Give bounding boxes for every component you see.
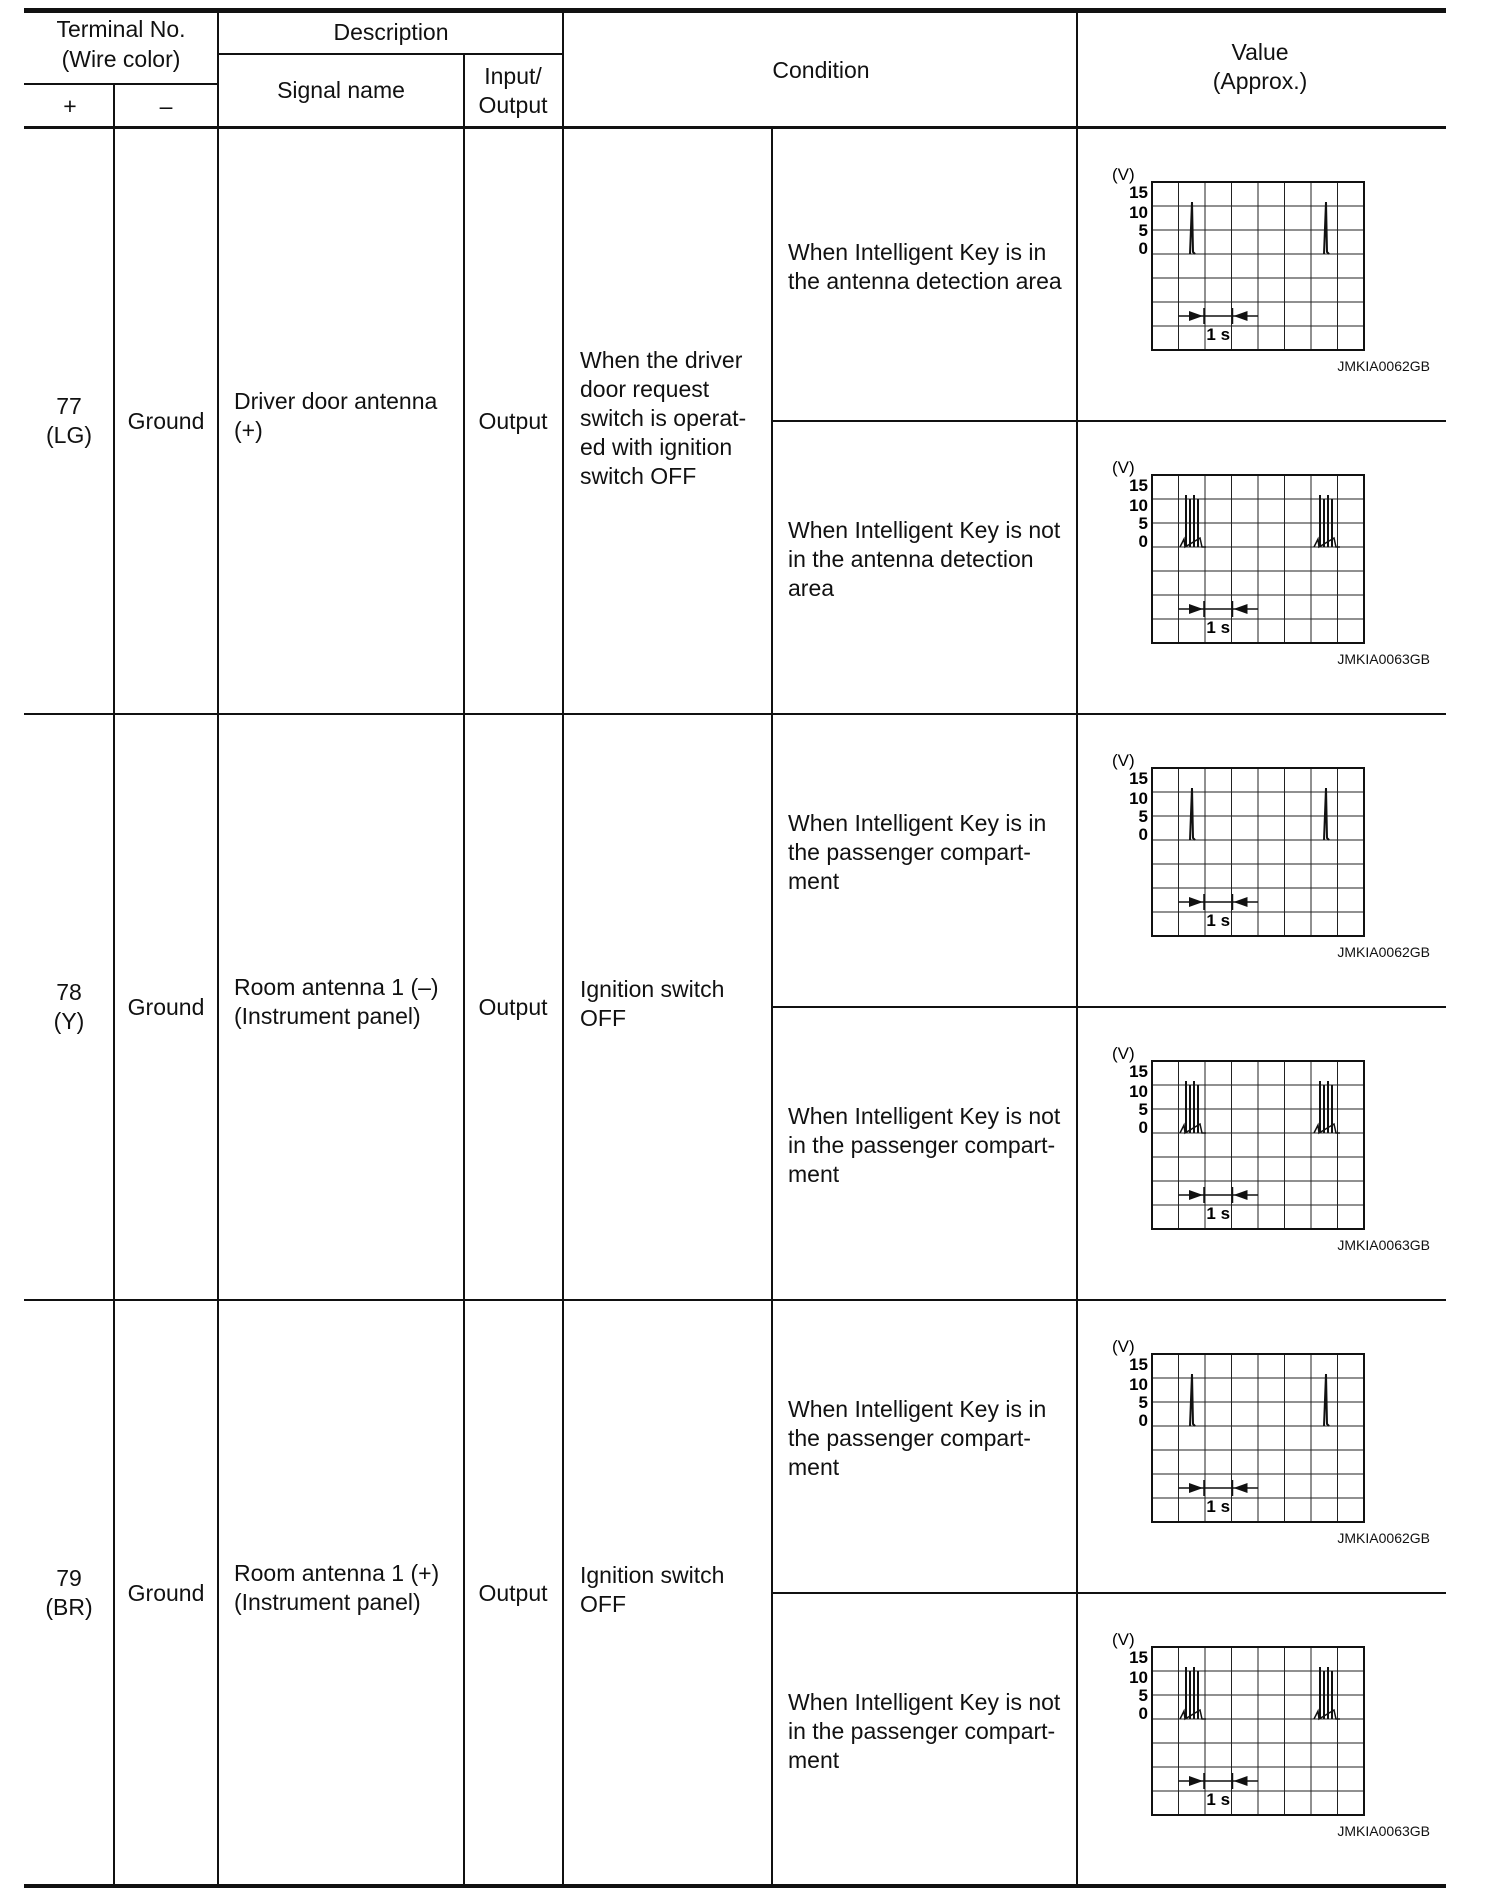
y-tick-label: 5 — [1138, 807, 1148, 826]
sub-condition-line: the passenger compart- — [788, 1425, 1031, 1451]
sub-condition — [772, 809, 1076, 896]
y-tick-label: 10 — [1129, 1668, 1148, 1687]
approx-label: (Approx.) — [1212, 68, 1308, 94]
sub-condition-line: When Intelligent Key is not — [788, 517, 1061, 543]
sub-condition-line: When Intelligent Key is in — [788, 1396, 1047, 1422]
sub-condition-line: in the antenna detection — [788, 546, 1034, 572]
y-tick-label: 5 — [1138, 1686, 1148, 1705]
table-bottom-rule — [24, 1884, 1446, 1888]
signal-pulse-burst — [1180, 1081, 1206, 1133]
y-tick-label: 15 — [1129, 1355, 1148, 1374]
condition-line: OFF — [580, 1591, 626, 1617]
input-output-label-1: Input/ — [484, 63, 542, 89]
ground-cell: Ground — [127, 993, 205, 1020]
figure-code: JMKIA0062GB — [1337, 1530, 1430, 1546]
unit-label: (V) — [1112, 1633, 1135, 1649]
ground-cell: Ground — [127, 1579, 205, 1606]
signal-pulse — [1324, 1374, 1329, 1426]
column-divider — [113, 84, 115, 1885]
y-tick-label: 15 — [1129, 769, 1148, 788]
signal-pulse — [1190, 202, 1195, 254]
minus-header: – — [159, 92, 173, 119]
column-divider — [463, 54, 465, 1885]
signal-pulse-burst — [1180, 1667, 1206, 1719]
signal-name-line: Room antenna 1 (+) — [234, 1560, 440, 1586]
io-cell: Output — [478, 407, 548, 434]
y-tick-label: 10 — [1129, 496, 1148, 515]
terminal-no-header — [26, 14, 216, 74]
waveform-scope — [1110, 754, 1390, 944]
terminal-no: 77 — [56, 393, 82, 419]
signal-pulse — [1190, 788, 1195, 840]
time-scale-label: 1 s — [1206, 911, 1231, 930]
unit-label: (V) — [1112, 1340, 1135, 1356]
signal-name-line: (Instrument panel) — [234, 1589, 421, 1615]
time-scale-label: 1 s — [1206, 1497, 1231, 1516]
sub-condition — [772, 238, 1076, 296]
waveform-scope — [1110, 1340, 1390, 1530]
y-tick-label: 0 — [1138, 1704, 1148, 1723]
time-scale-marker — [1179, 601, 1259, 617]
condition-line: door request — [580, 375, 710, 402]
sub-condition — [772, 1688, 1076, 1775]
sub-condition-line: When Intelligent Key is not — [788, 1103, 1061, 1129]
terminal-no: 78 — [56, 979, 82, 1005]
value-label: Value — [1231, 39, 1289, 65]
y-tick-label: 5 — [1138, 1393, 1148, 1412]
wire-color-label: (Wire color) — [61, 46, 181, 72]
y-tick-label: 0 — [1138, 1118, 1148, 1137]
terminal-number — [24, 1561, 114, 1625]
signal-pulse — [1324, 202, 1329, 254]
y-tick-label: 10 — [1129, 203, 1148, 222]
wire-color: (LG) — [46, 422, 92, 448]
plus-header: + — [63, 92, 77, 119]
ground-cell: Ground — [127, 407, 205, 434]
table-top-rule — [24, 8, 1446, 13]
column-divider — [1076, 12, 1078, 1885]
column-divider — [562, 12, 564, 1885]
condition-line: switch OFF — [580, 462, 697, 489]
condition-line: ed with ignition — [580, 433, 733, 460]
sub-condition-line: ment — [788, 1161, 840, 1187]
time-scale-marker — [1179, 894, 1259, 910]
sub-condition-line: the passenger compart- — [788, 839, 1031, 865]
unit-label: (V) — [1112, 754, 1135, 770]
figure-code: JMKIA0063GB — [1337, 1237, 1430, 1253]
sub-condition-line: in the passenger compart- — [788, 1718, 1056, 1744]
sub-row-divider — [772, 1592, 1446, 1594]
waveform-scope — [1110, 461, 1390, 651]
sub-condition-line: ment — [788, 1747, 840, 1773]
sub-condition-line: the antenna detection area — [788, 267, 1062, 294]
condition-line: Ignition switch — [580, 1562, 725, 1588]
condition-line: Ignition switch — [580, 976, 725, 1002]
time-scale-marker — [1179, 1773, 1259, 1789]
y-tick-label: 0 — [1138, 239, 1148, 258]
signal-name-line: Driver door antenna — [234, 388, 438, 414]
y-tick-label: 10 — [1129, 1082, 1148, 1101]
unit-label: (V) — [1112, 1047, 1135, 1063]
waveform-scope — [1110, 1633, 1390, 1823]
sub-condition-line: area — [788, 575, 835, 601]
time-scale-marker — [1179, 308, 1259, 324]
sub-row-divider — [772, 1006, 1446, 1008]
waveform-scope — [1110, 168, 1390, 358]
signal-pulse — [1190, 1374, 1195, 1426]
condition-header: Condition — [772, 56, 870, 83]
sub-row-divider — [772, 420, 1446, 422]
signal-name — [218, 973, 464, 1037]
signal-pulse-burst — [1314, 1081, 1340, 1133]
sub-condition-line: in the passenger compart- — [788, 1132, 1056, 1158]
header-divider — [24, 83, 218, 85]
header-divider — [218, 53, 564, 55]
input-output-header — [464, 56, 562, 126]
terminal-number — [24, 975, 114, 1039]
sub-condition-line: When Intelligent Key is not — [788, 1689, 1061, 1715]
sub-condition-line: ment — [788, 868, 840, 894]
y-tick-label: 15 — [1129, 183, 1148, 202]
y-tick-label: 15 — [1129, 476, 1148, 495]
waveform-scope — [1110, 1047, 1390, 1237]
y-tick-label: 10 — [1129, 1375, 1148, 1394]
condition-line: switch is operat- — [580, 404, 747, 431]
figure-code: JMKIA0062GB — [1337, 358, 1430, 374]
sub-condition — [772, 1102, 1076, 1189]
condition-cell — [564, 975, 772, 1033]
row-divider — [24, 713, 1446, 715]
wire-color: (Y) — [53, 1008, 85, 1034]
figure-code: JMKIA0063GB — [1337, 651, 1430, 667]
signal-name-header: Signal name — [277, 76, 405, 103]
time-scale-label: 1 s — [1206, 1790, 1231, 1809]
y-tick-label: 0 — [1138, 532, 1148, 551]
time-scale-label: 1 s — [1206, 1204, 1231, 1223]
column-divider — [217, 12, 219, 1885]
figure-code: JMKIA0063GB — [1337, 1823, 1430, 1839]
signal-pulse-burst — [1314, 495, 1340, 547]
time-scale-marker — [1179, 1187, 1259, 1203]
time-scale-label: 1 s — [1206, 325, 1231, 344]
sub-condition — [772, 516, 1076, 603]
signal-name-line: (Instrument panel) — [234, 1003, 421, 1029]
y-tick-label: 5 — [1138, 1100, 1148, 1119]
y-tick-label: 10 — [1129, 789, 1148, 808]
signal-pulse — [1324, 788, 1329, 840]
header-bottom-rule — [24, 126, 1446, 129]
terminal-number — [24, 389, 114, 453]
terminal-no-label: Terminal No. — [56, 16, 186, 42]
wire-color: (BR) — [45, 1594, 93, 1620]
y-tick-label: 5 — [1138, 514, 1148, 533]
io-cell: Output — [478, 1579, 548, 1606]
y-tick-label: 0 — [1138, 1411, 1148, 1430]
sub-condition-line: ment — [788, 1454, 840, 1480]
column-divider — [771, 127, 773, 1885]
condition-line: OFF — [580, 1005, 626, 1031]
condition-line: When the driver — [580, 346, 743, 373]
signal-pulse-burst — [1180, 495, 1206, 547]
row-divider — [24, 1299, 1446, 1301]
signal-name-line: Room antenna 1 (–) — [234, 974, 439, 1000]
signal-name-line: (+) — [234, 417, 263, 443]
condition-cell — [564, 346, 772, 491]
y-tick-label: 15 — [1129, 1648, 1148, 1667]
y-tick-label: 5 — [1138, 221, 1148, 240]
io-cell: Output — [478, 993, 548, 1020]
signal-name — [218, 1559, 464, 1623]
signal-name — [218, 387, 464, 451]
signal-pulse-burst — [1314, 1667, 1340, 1719]
value-header — [1076, 32, 1444, 102]
figure-code: JMKIA0062GB — [1337, 944, 1430, 960]
y-tick-label: 0 — [1138, 825, 1148, 844]
unit-label: (V) — [1112, 461, 1135, 477]
condition-cell — [564, 1561, 772, 1619]
input-output-label-2: Output — [478, 92, 548, 118]
sub-condition-line: When Intelligent Key is in — [788, 810, 1047, 836]
description-header: Description — [333, 18, 449, 45]
time-scale-label: 1 s — [1206, 618, 1231, 637]
terminal-no: 79 — [56, 1565, 82, 1591]
unit-label: (V) — [1112, 168, 1135, 184]
sub-condition — [772, 1395, 1076, 1482]
y-tick-label: 15 — [1129, 1062, 1148, 1081]
sub-condition-line: When Intelligent Key is in — [788, 238, 1047, 265]
time-scale-marker — [1179, 1480, 1259, 1496]
